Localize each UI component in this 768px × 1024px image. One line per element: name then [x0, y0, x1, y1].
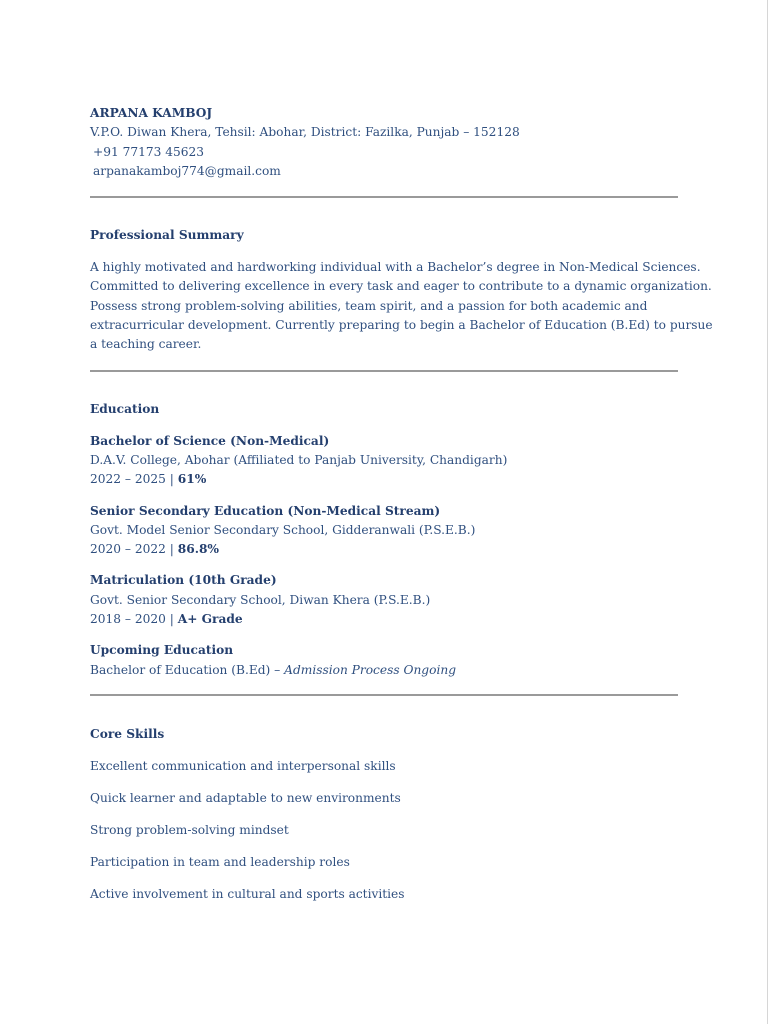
upcoming-course [90, 661, 678, 680]
score-text: A+ Grade [177, 612, 243, 627]
skill-item: Participation in team and leadership roles [90, 854, 350, 869]
institution-text: Govt. Model Senior Secondary School, Gidderanwali (P.S.E.B.) [90, 522, 476, 537]
summary-line: Committed to delivering excellence in every task and eager to contribute to a dynamic organization. [90, 279, 712, 294]
skills-list [90, 757, 678, 904]
institution-text: D.A.V. College, Abohar (Affiliated to Panjab University, Chandigarh) [90, 452, 508, 467]
summary-paragraph [90, 258, 713, 354]
course-text: Bachelor of Education (B.Ed) – [90, 662, 285, 677]
summary-line: A highly motivated and hardworking individual with a Bachelor’s degree in Non-Medical Sciences. [90, 260, 701, 275]
resume-content [90, 104, 713, 904]
education-period [90, 470, 678, 489]
upcoming-heading: Upcoming Education [90, 643, 234, 658]
years-text: 2020 – 2022 | [90, 542, 178, 557]
skills-heading: Core Skills [90, 726, 165, 741]
degree-title: Senior Secondary Education (Non-Medical Stream) [90, 503, 441, 518]
summary-heading: Professional Summary [90, 228, 244, 243]
score-text: 61% [177, 472, 207, 487]
education-entry [90, 502, 678, 560]
education-period [90, 540, 678, 559]
education-heading: Education [90, 401, 160, 416]
email-text: arpanakamboj774@gmail.com [93, 163, 281, 178]
summary-line: extracurricular development. Currently preparing to begin a Bachelor of Education (B.Ed) to pursue [90, 318, 713, 333]
section-divider [90, 370, 678, 372]
skill-item: Active involvement in cultural and sports activities [90, 886, 405, 901]
skill-item: Excellent communication and interpersonal skills [90, 758, 396, 773]
education-entry [90, 432, 678, 490]
summary-line: Possess strong problem-solving abilities, team spirit, and a passion for both academic and [90, 298, 648, 313]
contact-header [90, 104, 678, 181]
years-text: 2018 – 2020 | [90, 612, 178, 627]
address-text: V.P.O. Diwan Khera, Tehsil: Abohar, District: Fazilka, Punjab – 152128 [90, 125, 520, 140]
upcoming-education [90, 641, 678, 680]
education-period [90, 610, 678, 629]
education-entry [90, 571, 678, 629]
section-divider [90, 196, 678, 198]
degree-title: Matriculation (10th Grade) [90, 573, 277, 588]
summary-line: a teaching career. [90, 337, 202, 352]
score-text: 86.8% [177, 542, 219, 557]
skill-item: Quick learner and adaptable to new environments [90, 790, 401, 805]
applicant-name: ARPANA KAMBOJ [90, 106, 213, 120]
years-text: 2022 – 2025 | [90, 472, 178, 487]
phone-text: +91 77173 45623 [93, 144, 205, 159]
institution-text: Govt. Senior Secondary School, Diwan Khera (P.S.E.B.) [90, 592, 431, 607]
degree-title: Bachelor of Science (Non-Medical) [90, 433, 330, 448]
section-divider [90, 694, 678, 696]
status-text: Admission Process Ongoing [284, 662, 456, 677]
skill-item: Strong problem-solving mindset [90, 822, 289, 837]
